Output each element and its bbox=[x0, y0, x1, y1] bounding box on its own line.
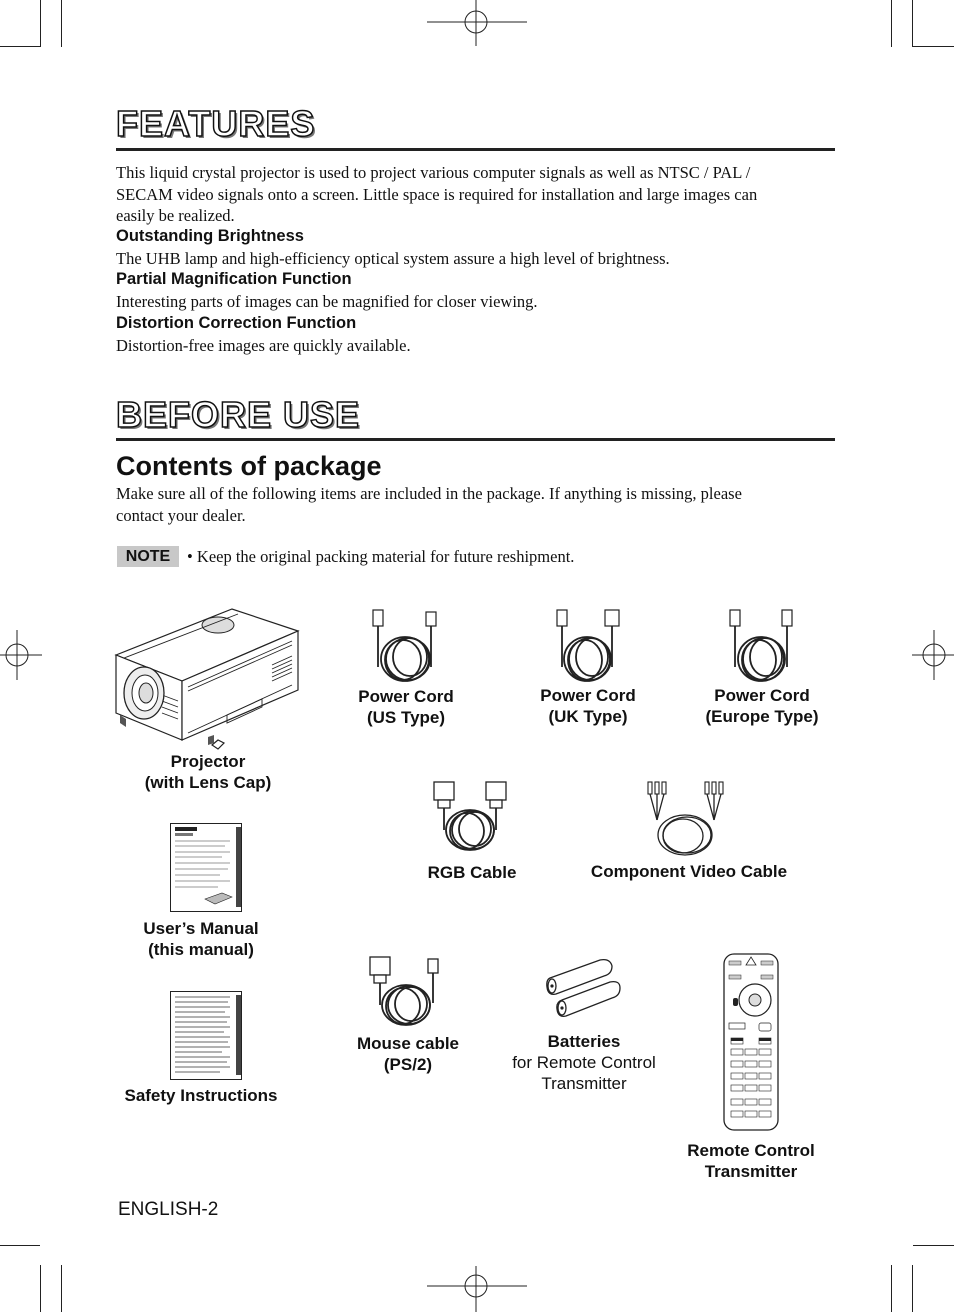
feature-title: Partial Magnification Function bbox=[116, 270, 352, 288]
registration-mark bbox=[427, 1264, 527, 1312]
caption-remote-control: Remote Control Transmitter bbox=[687, 1141, 815, 1181]
power-cord-europe-illustration bbox=[726, 607, 801, 685]
mouse-cable-illustration bbox=[366, 955, 446, 1030]
note-badge: NOTE bbox=[117, 546, 179, 567]
crop-mark bbox=[891, 0, 892, 47]
caption-users-manual: User’s Manual (this manual) bbox=[143, 919, 259, 959]
feature-title: Outstanding Brightness bbox=[116, 227, 304, 245]
users-manual-illustration bbox=[170, 823, 242, 912]
crop-mark bbox=[912, 1265, 913, 1312]
feature-text: Distortion-free images are quickly available. bbox=[116, 336, 411, 355]
package-intro: Make sure all of the following items are included in the package. If anything is missing, please contact your dealer. bbox=[116, 484, 742, 525]
crop-mark bbox=[0, 1245, 40, 1246]
before-use-heading: BEFORE USE bbox=[116, 394, 361, 435]
features-intro: This liquid crystal projector is used to project various computer signals as well as NTSC / PAL / SECAM video signals onto a screen. Little space is required for installation and large images can easily be realized. bbox=[116, 163, 758, 225]
crop-mark bbox=[61, 1265, 62, 1312]
component-video-cable-illustration bbox=[645, 780, 727, 860]
safety-instructions-illustration bbox=[170, 991, 242, 1080]
registration-mark bbox=[0, 630, 44, 680]
caption-batteries: Batteries for Remote Control Transmitter bbox=[512, 1032, 656, 1093]
remote-control-illustration bbox=[723, 953, 779, 1131]
crop-mark bbox=[0, 46, 40, 47]
crop-mark bbox=[40, 1265, 41, 1312]
caption-power-cord-uk: Power Cord (UK Type) bbox=[540, 686, 636, 726]
crop-mark bbox=[891, 1265, 892, 1312]
caption-power-cord-us: Power Cord (US Type) bbox=[358, 687, 454, 727]
page-number: ENGLISH-2 bbox=[118, 1199, 219, 1220]
feature-title: Distortion Correction Function bbox=[116, 314, 357, 332]
caption-component-video-cable: Component Video Cable bbox=[590, 862, 788, 881]
contents-of-package-heading: Contents of package bbox=[116, 451, 382, 481]
rgb-cable-illustration bbox=[430, 780, 510, 855]
registration-mark bbox=[427, 0, 527, 48]
power-cord-uk-illustration bbox=[552, 607, 627, 685]
crop-mark bbox=[61, 0, 62, 47]
registration-mark bbox=[910, 630, 954, 680]
caption-projector: Projector (with Lens Cap) bbox=[144, 752, 272, 792]
power-cord-us-illustration bbox=[368, 607, 443, 685]
caption-safety-instructions: Safety Instructions bbox=[124, 1086, 278, 1105]
caption-mouse-cable: Mouse cable (PS/2) bbox=[356, 1034, 460, 1074]
note-text: • Keep the original packing material for future reshipment. bbox=[187, 547, 575, 566]
feature-text: The UHB lamp and high-efficiency optical system assure a high level of brightness. bbox=[116, 249, 670, 268]
crop-mark bbox=[913, 46, 954, 47]
crop-mark bbox=[40, 0, 41, 47]
features-heading: FEATURES bbox=[116, 103, 316, 144]
features-rule bbox=[116, 148, 835, 151]
caption-power-cord-europe: Power Cord (Europe Type) bbox=[705, 686, 819, 726]
crop-mark bbox=[913, 1245, 954, 1246]
projector-illustration bbox=[112, 605, 307, 750]
feature-text: Interesting parts of images can be magnified for closer viewing. bbox=[116, 292, 538, 311]
crop-mark bbox=[912, 0, 913, 47]
before-use-rule bbox=[116, 438, 835, 441]
batteries-illustration bbox=[544, 956, 622, 1022]
caption-rgb-cable: RGB Cable bbox=[427, 863, 517, 882]
